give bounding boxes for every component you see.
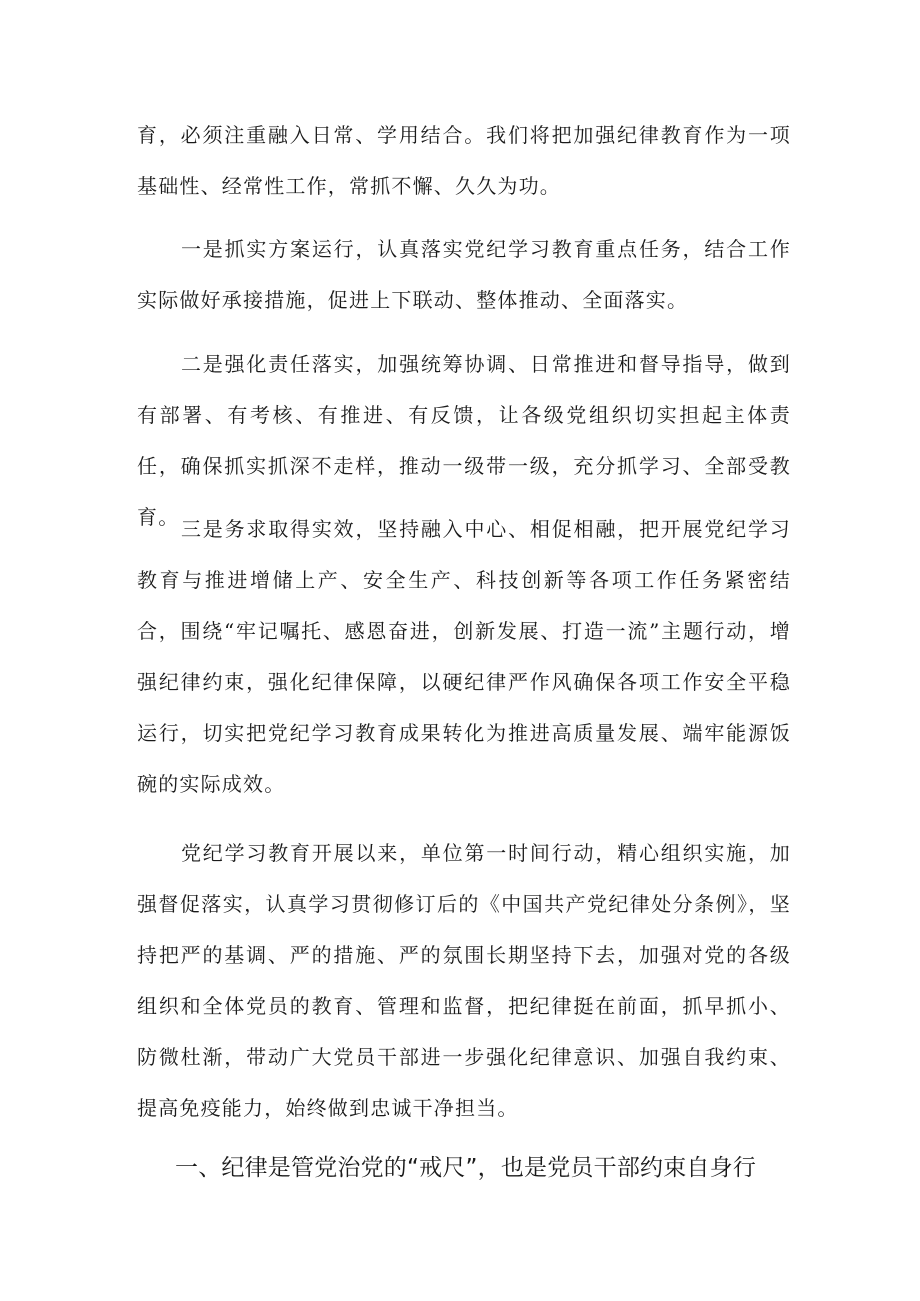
- paragraph-second-measure: 二是强化责任落实，加强统筹协调、日常推进和督导指导，做到有部署、有考核、有推进、有反馈，让各级党组织切实担起主体责任，确保抓实抓深不走样，推动一级带一级，充分抓学习、全部受教育。: [137, 352, 791, 529]
- paragraph-continuation: 育，必须注重融入日常、学用结合。我们将把加强纪律教育作为一项基础性、经常性工作，常抓不懈、久久为功。: [137, 123, 791, 198]
- paragraph-first-measure: 一是抓实方案运行，认真落实党纪学习教育重点任务，结合工作实际做好承接措施，促进上下联动、整体推动、全面落实。: [137, 237, 791, 312]
- paragraph-third-measure: 三是务求取得实效，坚持融入中心、相促相融，把开展党纪学习教育与推进增储上产、安全生产、科技创新等各项工作任务紧密结合，围绕“牢记嘱托、感恩奋进，创新发展、打造一流”主题行动，增强纪律约束，强化纪律保障，以硬纪律严作风确保各项工作安全平稳运行，切实把党纪学习教育成果转化为推进高质量发展、端牢能源饭碗的实际成效。: [137, 517, 791, 796]
- paragraph-introduction: 党纪学习教育开展以来，单位第一时间行动，精心组织实施，加强督促落实，认真学习贯彻修订后的《中国共产党纪律处分条例》，坚持把严的基调、严的措施、严的氛围长期坚持下去，加强对党的各级组织和全体党员的教育、管理和监督，把纪律挺在前面，抓早抓小、防微杜渐，带动广大党员干部进一步强化纪律意识、加强自我约束、提高免疫能力，始终做到忠诚干净担当。: [137, 841, 791, 1120]
- section-heading: 一、纪律是管党治党的“戒尺”，也是党员干部约束自身行: [175, 1155, 757, 1181]
